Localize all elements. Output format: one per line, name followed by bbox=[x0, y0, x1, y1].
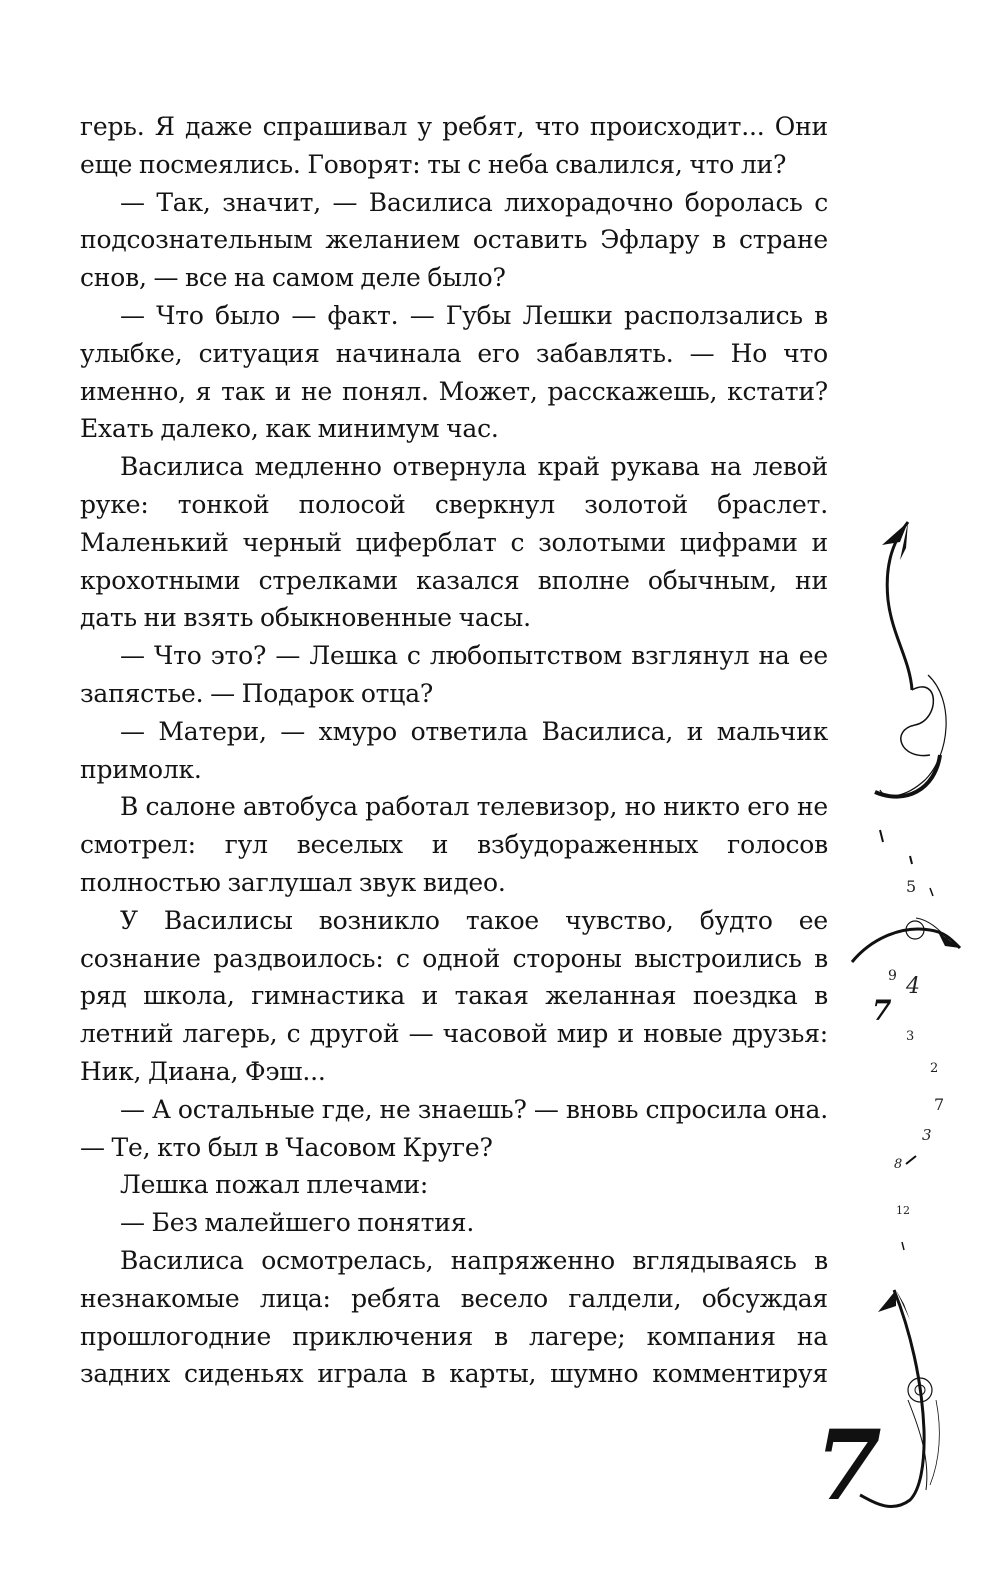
ornament-digit: 3 bbox=[922, 1126, 932, 1144]
paragraph-12: Василиса осмотрелась, напряженно вглядываясь в незнакомые лица: ребята весело галдели, обсуждая прошлогодние приключения в лагере; компания на задних сиденьях играла в карты, шумно комментируя bbox=[80, 1245, 828, 1389]
ornament-digit: 5 bbox=[906, 877, 917, 896]
ornament-digit: 4 bbox=[906, 974, 920, 999]
paragraph-6: — Матери, — хмуро ответила Василиса, и мальчик примолк. bbox=[80, 716, 828, 784]
paragraph-9: — А остальные где, не знаешь? — вновь спросила она. — Те, кто был в Часовом Круге? bbox=[80, 1094, 828, 1162]
paragraph-8: У Василисы возникло такое чувство, будто ее сознание раздвоилось: с одной стороны выстроились в ряд школа, гимнастика и такая желанная поездка в летний лагерь, с другой — часовой мир и новые друзья: Ник, Диана, Фэш... bbox=[80, 905, 828, 1086]
paragraph-4: Василиса медленно отвернула край рукава на левой руке: тонкой полосой сверкнул золотой браслет. Маленький черный циферблат с золотыми цифрами и крохотными стрелками казался вполне обычным, ни дать ни взять обыкновенные часы. bbox=[80, 452, 828, 633]
ornament-digit: 2 bbox=[930, 1061, 939, 1076]
ornament-digit: 7 bbox=[934, 1095, 945, 1114]
paragraph-11: — Без малейшего понятия. bbox=[120, 1208, 475, 1238]
ornament-digit: 12 bbox=[896, 1204, 910, 1217]
page-number: 7 bbox=[815, 1409, 882, 1522]
ornament-digit: 9 bbox=[888, 968, 897, 984]
book-page-text bbox=[80, 108, 828, 1393]
paragraph-5: — Что это? — Лешка с любопытством взглянул на ее запястье. — Подарок отца? bbox=[80, 641, 828, 708]
paragraph-1: герь. Я даже спрашивал у ребят, что происходит... Они еще посмеялись. Говорят: ты с неба свалился, что ли? bbox=[80, 112, 828, 179]
ornament-digit: 8 bbox=[894, 1157, 903, 1172]
paragraph-7: В салоне автобуса работал телевизор, но никто его не смотрел: гул веселых и взбудораженных голосов полностью заглушал звук видео. bbox=[80, 792, 828, 897]
clock-hand-ornament bbox=[830, 500, 1000, 1560]
ornament-digit: 7 bbox=[872, 994, 892, 1027]
ornament-digit: 3 bbox=[906, 1029, 915, 1044]
paragraph-10: Лешка пожал плечами: bbox=[120, 1170, 429, 1200]
paragraph-3: — Что было — факт. — Губы Лешки расползались в улыбке, ситуация начинала его забавлять. — Но что именно, я так и не понял. Может, расскажешь, кстати? Ехать далеко, как минимум час. bbox=[80, 300, 828, 444]
paragraph-2: — Так, значит, — Василиса лихорадочно боролась с подсознательным желанием оставить Эфлару в стране снов, — все на самом деле было? bbox=[80, 187, 828, 293]
